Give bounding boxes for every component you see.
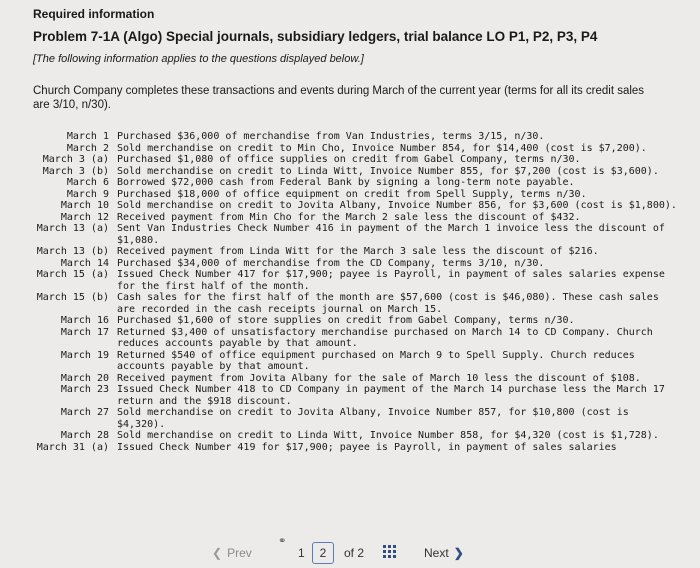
transaction-date: March 27: [60, 407, 109, 418]
next-button[interactable]: [424, 546, 464, 560]
transaction-row: [28, 373, 678, 385]
link-icon: ⚭: [278, 536, 287, 547]
transaction-date: March 1: [66, 131, 109, 142]
page-2-current[interactable]: 2: [312, 542, 334, 564]
transaction-row: [28, 131, 678, 143]
transaction-text: Sold merchandise on credit to Min Cho, Invoice Number 854, for $14,400 (cost is $7,200).: [117, 142, 647, 154]
transaction-row: [28, 292, 678, 315]
transaction-text: Issued Check Number 417 for $17,900; payee is Payroll, in payment of sales salaries expense for the first half of the month.: [117, 269, 671, 292]
transaction-date: March 10: [60, 200, 109, 211]
transaction-row: [28, 430, 678, 442]
instruction-note: [The following information applies to the questions displayed below.]: [33, 53, 364, 65]
transaction-date: March 2: [66, 142, 109, 154]
transaction-text: Issued Check Number 419 for $17,900; payee is Payroll, in payment of sales salaries: [117, 441, 617, 453]
page-count: of 2: [344, 546, 365, 560]
transaction-date: March 12: [60, 211, 109, 223]
transaction-text: Cash sales for the first half of the month are $57,600 (cost is $46,080). These cash sales are recorded in the cash receipts journal on March 15.: [117, 292, 665, 315]
transaction-row: [28, 177, 678, 189]
transaction-text: Issued Check Number 418 to CD Company in payment of the March 14 purchase less the March 17 return and the $918 discount.: [117, 384, 671, 407]
transaction-row: [28, 327, 678, 350]
transaction-date: March 31 (a): [36, 441, 109, 453]
transaction-row: [28, 166, 678, 178]
required-information-label: Required information: [33, 7, 155, 21]
transaction-text: Returned $540 of office equipment purchased on March 9 to Spell Supply. Church reduces accounts payable by that amount.: [117, 349, 641, 372]
transaction-date: March 16: [60, 315, 109, 326]
next-label: Next: [424, 546, 449, 560]
transaction-row: [28, 350, 678, 373]
transaction-date: March 28: [60, 430, 109, 441]
transaction-row: [28, 189, 678, 201]
transaction-text: Sent Van Industries Check Number 416 in payment of the March 1 invoice less the discount of $1,080.: [117, 223, 671, 246]
chevron-left-icon: ❮: [212, 546, 223, 560]
transaction-row: [28, 143, 678, 155]
transaction-row: [28, 200, 678, 212]
transaction-text: Sold merchandise on credit to Linda Witt, Invoice Number 858, for $4,320 (cost is $1,728).: [117, 430, 659, 441]
transaction-text: Received payment from Min Cho for the March 2 sale less the discount of $432.: [117, 211, 581, 223]
transaction-row: [28, 212, 678, 224]
problem-title: Problem 7-1A (Algo) Special journals, subsidiary ledgers, trial balance LO P1, P2, P3, P4: [33, 29, 598, 44]
transaction-row: [28, 223, 678, 246]
transaction-list: [28, 131, 678, 453]
transaction-text: Purchased $34,000 of merchandise from the CD Company, terms 3/10, n/30.: [117, 257, 545, 269]
transaction-text: Received payment from Linda Witt for the March 3 sale less the discount of $216.: [117, 246, 599, 257]
pagination-bar: [0, 536, 700, 568]
transaction-date: March 13 (b): [36, 246, 109, 257]
transaction-row: [28, 269, 678, 292]
grid-icon[interactable]: [383, 545, 396, 558]
transaction-date: March 19: [60, 349, 109, 361]
transaction-row: [28, 384, 678, 407]
transaction-text: Purchased $1,080 of office supplies on credit from Gabel Company, terms n/30.: [117, 154, 581, 165]
prev-button[interactable]: [212, 546, 252, 560]
transaction-text: Sold merchandise on credit to Linda Witt, Invoice Number 855, for $7,200 (cost is $3,600).: [117, 165, 659, 177]
intro-paragraph: Church Company completes these transactions and events during March of the current year (terms for all its credit sales are 3/10, n/30).: [33, 85, 645, 111]
transaction-text: Received payment from Jovita Albany for the sale of March 10 less the discount of $108.: [117, 372, 641, 384]
transaction-date: March 15 (b): [36, 292, 109, 303]
transaction-text: Purchased $36,000 of merchandise from Van Industries, terms 3/15, n/30.: [117, 131, 545, 142]
transaction-text: Returned $3,400 of unsatisfactory merchandise purchased on March 14 to CD Company. Church reduces accounts payable by that amount.: [117, 326, 659, 349]
transaction-text: Borrowed $72,000 cash from Federal Bank by signing a long-term note payable.: [117, 177, 575, 188]
transaction-row: [28, 442, 678, 454]
transaction-date: March 20: [60, 372, 109, 384]
transaction-date: March 6: [66, 177, 109, 188]
transaction-text: Purchased $18,000 of office equipment on credit from Spell Supply, terms n/30.: [117, 188, 587, 200]
transaction-text: Sold merchandise on credit to Jovita Albany, Invoice Number 856, for $3,600 (cost is $1,800).: [117, 200, 677, 211]
transaction-date: March 23: [60, 384, 109, 395]
page-1-link[interactable]: 1: [298, 546, 305, 560]
transaction-row: [28, 246, 678, 258]
transaction-date: March 14: [60, 257, 109, 269]
chevron-right-icon: ❯: [453, 546, 464, 560]
transaction-text: Sold merchandise on credit to Jovita Albany, Invoice Number 857, for $10,800 (cost is $4,320).: [117, 407, 635, 430]
transaction-row: [28, 258, 678, 270]
prev-label: Prev: [227, 546, 252, 560]
transaction-text: Purchased $1,600 of store supplies on credit from Gabel Company, terms n/30.: [117, 315, 575, 326]
transaction-row: [28, 315, 678, 327]
transaction-row: [28, 154, 678, 166]
transaction-date: March 9: [66, 188, 109, 200]
transaction-date: March 17: [60, 326, 109, 338]
transaction-date: March 13 (a): [36, 223, 109, 234]
transaction-date: March 3 (a): [42, 154, 109, 165]
transaction-row: [28, 407, 678, 430]
transaction-date: March 3 (b): [42, 165, 109, 177]
transaction-date: March 15 (a): [36, 269, 109, 280]
